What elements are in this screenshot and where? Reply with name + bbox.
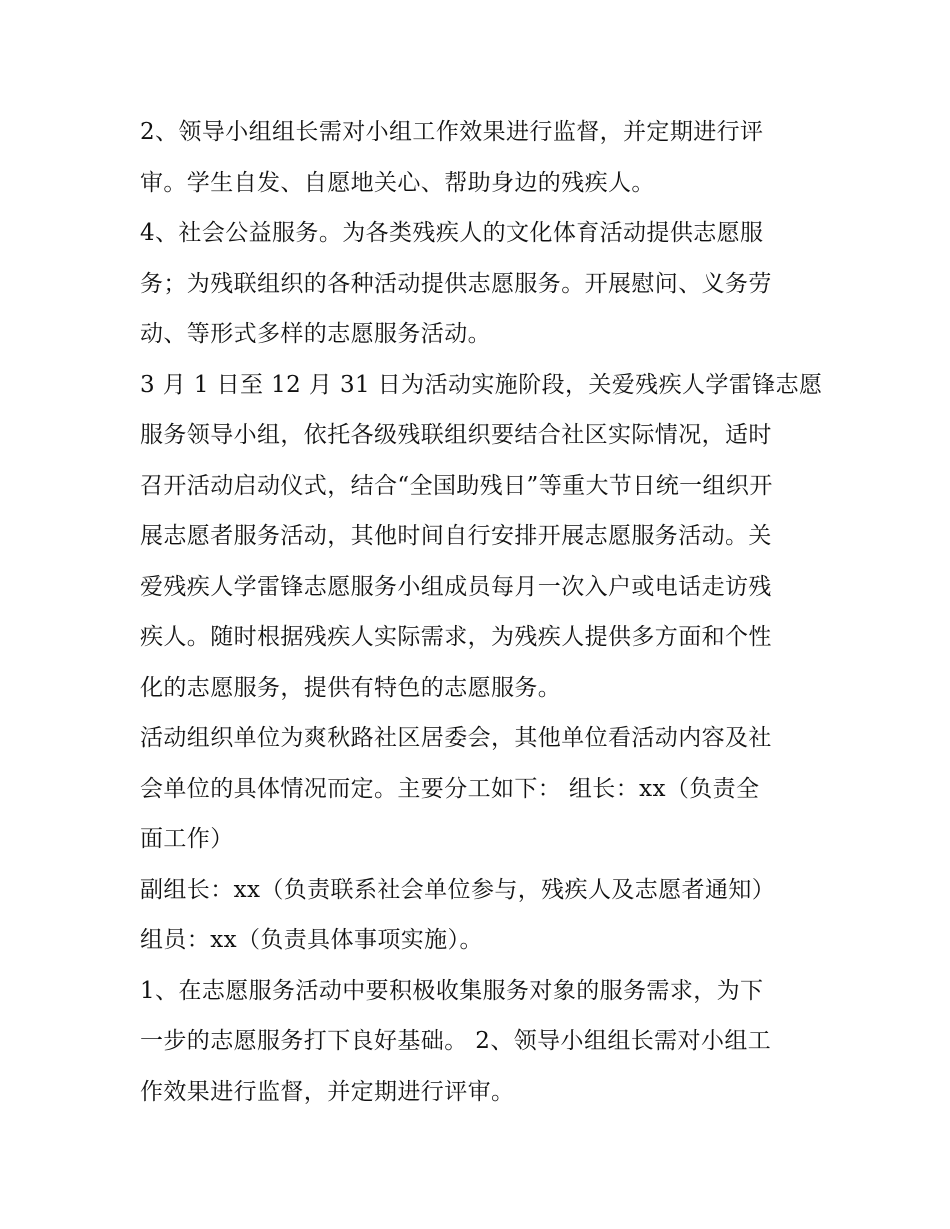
text-line: 副组长：xx（负责联系社会单位参与，残疾人及志愿者通知） — [140, 876, 776, 903]
text-line: 组员：xx（负责具体事项实施）。 — [140, 927, 483, 953]
text-line: 4、社会公益服务。为各类残疾人的文化体育活动提供志愿服 — [140, 220, 764, 246]
text-line: 服务领导小组，依托各级残联组织要结合社区实际情况，适时 — [140, 422, 772, 448]
text-line: 化的志愿服务，提供有特色的志愿服务。 — [140, 674, 562, 701]
text-line: 作效果进行监督，并定期进行评审。 — [140, 1078, 515, 1105]
text-line: 务；为残联组织的各种活动提供志愿服务。开展慰问、义务劳 — [140, 270, 772, 297]
text-line: 展志愿者服务活动，其他时间自行安排开展志愿服务活动。关 — [140, 523, 772, 549]
text-line: 活动组织单位为爽秋路社区居委会，其他单位看活动内容及社 — [140, 725, 772, 751]
document-body — [140, 107, 823, 1117]
text-line: 会单位的具体情况而定。主要分工如下： 组长：xx（负责全 — [140, 775, 760, 802]
text-line: 3 月 1 日至 12 月 31 日为活动实施阶段，关爱残疾人学雷锋志愿 — [140, 371, 823, 398]
text-line: 动、等形式多样的志愿服务活动。 — [140, 321, 491, 347]
text-line: 召开活动启动仪式，结合“全国助残日”等重大节日统一组织开 — [140, 472, 773, 499]
text-line: 审。学生自发、自愿地关心、帮助身边的残疾人。 — [140, 169, 655, 196]
text-line: 1、在志愿服务活动中要积极收集服务对象的服务需求，为下 — [140, 977, 764, 1004]
text-line: 2、领导小组组长需对小组工作效果进行监督，并定期进行评 — [140, 119, 764, 145]
text-line: 一步的志愿服务打下良好基础。 2、领导小组组长需对小组工 — [140, 1028, 772, 1054]
text-line: 疾人。随时根据残疾人实际需求，为残疾人提供多方面和个性 — [140, 624, 772, 650]
text-line: 面工作） — [140, 826, 234, 852]
text-line: 爱残疾人学雷锋志愿服务小组成员每月一次入户或电话走访残 — [140, 573, 772, 600]
